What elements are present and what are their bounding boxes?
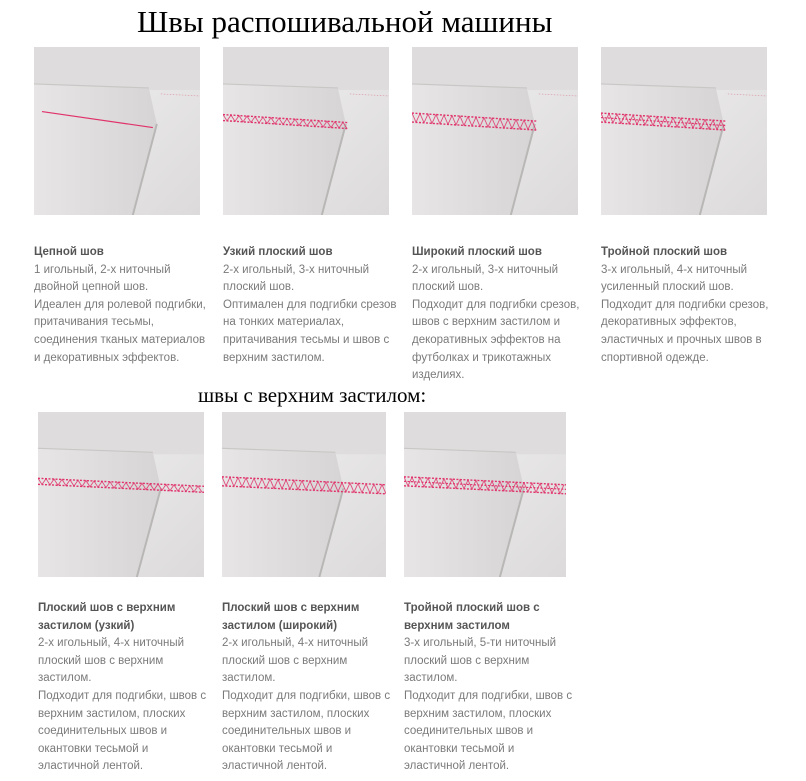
stitch-name: Широкий плоский шов <box>412 246 542 258</box>
fabric-sample-illustration <box>222 412 386 577</box>
stitch-photo <box>412 47 578 215</box>
stitch-use-line: Подходит для подгибки, швов с <box>222 689 391 702</box>
stitch-spec-line: плоский шов. <box>223 281 295 294</box>
stitch-use-line: Подходит для подгибки, швов с <box>38 689 207 702</box>
stitch-use-line: спортивной одежде. <box>601 351 709 364</box>
stitch-photo <box>38 412 204 577</box>
stitch-description <box>601 244 779 367</box>
stitch-use-line: верхним застилом, плоских <box>404 707 552 720</box>
stitch-name: Узкий плоский шов <box>223 246 333 258</box>
stitch-name: Плоский шов с верхним <box>222 602 360 614</box>
fabric-sample-illustration <box>38 412 204 577</box>
stitch-use-line: соединительных швов и <box>222 725 352 738</box>
stitch-spec-line: усиленный плоский шов. <box>601 281 734 294</box>
stitch-spec-line: 2-х игольный, 3-х ниточный <box>223 263 370 276</box>
page-title: Швы распошивальной машины <box>137 4 553 39</box>
stitch-name: верхним застилом <box>404 619 510 632</box>
stitch-use-line: соединительных швов и <box>38 725 168 738</box>
fabric-sample-illustration <box>404 412 566 577</box>
fabric-sample-illustration <box>223 47 389 215</box>
stitch-use-line: Идеален для ролевой подгибки, <box>34 298 206 311</box>
stitch-use-line: Подходит для подгибки, швов с <box>404 689 573 702</box>
stitch-use-line: эластичной лентой. <box>38 760 144 773</box>
stitch-use-line: футболках и трикотажных <box>412 351 552 364</box>
stitch-photo <box>34 47 200 215</box>
fabric-sample-illustration <box>601 47 767 215</box>
stitch-name: Цепной шов <box>34 246 104 258</box>
stitch-spec-line: 2-х игольный, 4-х ниточный <box>222 637 369 650</box>
stitch-spec-line: 1 игольный, 2-х ниточный <box>34 263 171 276</box>
stitch-name: застилом (широкий) <box>222 619 338 632</box>
stitch-use-line: верхним застилом, плоских <box>222 707 370 720</box>
fabric-sample-illustration <box>412 47 578 215</box>
stitch-description <box>38 600 216 776</box>
stitch-use-line: эластичной лентой. <box>404 760 510 773</box>
stitch-spec-line: плоский шов с верхним <box>38 654 164 667</box>
stitch-photo <box>222 412 386 577</box>
stitch-spec-line: 3-х игольный, 4-х ниточный <box>601 263 748 276</box>
stitch-spec-line: 2-х игольный, 3-х ниточный <box>412 263 559 276</box>
stitch-use-line: окантовки тесьмой и <box>222 742 333 755</box>
stitch-use-line: декоративных эффектов на <box>412 333 561 346</box>
stitch-description <box>222 600 400 776</box>
stitch-description <box>34 244 212 367</box>
stitch-name: Плоский шов с верхним <box>38 602 176 614</box>
stitch-use-line: эластичных и прочных швов в <box>601 333 762 346</box>
stitch-use-line: декоративных эффектов, <box>601 316 737 329</box>
stitch-spec-line: двойной цепной шов. <box>34 281 149 294</box>
stitch-description <box>412 244 590 385</box>
stitch-name: застилом (узкий) <box>38 619 135 632</box>
stitch-use-line: соединения тканых материалов <box>34 333 206 346</box>
stitch-use-line: на тонких материалах, <box>223 316 345 329</box>
stitch-use-line: окантовки тесьмой и <box>404 742 515 755</box>
stitch-use-line: Подходит для подгибки срезов, <box>601 298 769 311</box>
stitch-use-line: верхним застилом, плоских <box>38 707 186 720</box>
stitch-use-line: Оптимален для подгибки срезов <box>223 298 397 311</box>
stitch-description <box>223 244 401 367</box>
stitch-spec-line: застилом. <box>38 672 92 685</box>
fabric-sample-illustration <box>34 47 200 215</box>
stitch-use-line: притачивания тесьмы и швов с <box>223 333 390 346</box>
stitch-name: Тройной плоский шов <box>601 246 728 258</box>
stitch-spec-line: плоский шов. <box>412 281 484 294</box>
stitch-spec-line: 3-х игольный, 5-ти ниточный <box>404 637 557 650</box>
stitch-use-line: эластичной лентой. <box>222 760 328 773</box>
stitch-name: Тройной плоский шов с <box>404 602 540 614</box>
stitch-use-line: и декоративных эффектов. <box>34 351 180 364</box>
stitch-use-line: изделиях. <box>412 369 465 382</box>
stitch-use-line: соединительных швов и <box>404 725 534 738</box>
stitch-photo <box>601 47 767 215</box>
stitch-spec-line: плоский шов с верхним <box>222 654 348 667</box>
stitch-use-line: швов с верхним застилом и <box>412 316 560 329</box>
stitch-use-line: Подходит для подгибки срезов, <box>412 298 580 311</box>
stitch-spec-line: застилом. <box>404 672 458 685</box>
stitch-use-line: притачивания тесьмы, <box>34 316 154 329</box>
stitch-use-line: верхним застилом. <box>223 351 325 364</box>
stitch-use-line: окантовки тесьмой и <box>38 742 149 755</box>
stitch-spec-line: плоский шов с верхним <box>404 654 530 667</box>
section-subheading: швы с верхним застилом: <box>198 383 427 407</box>
stitch-description <box>404 600 582 776</box>
stitch-photo <box>404 412 566 577</box>
stitch-spec-line: 2-х игольный, 4-х ниточный <box>38 637 185 650</box>
stitch-photo <box>223 47 389 215</box>
stitch-spec-line: застилом. <box>222 672 276 685</box>
